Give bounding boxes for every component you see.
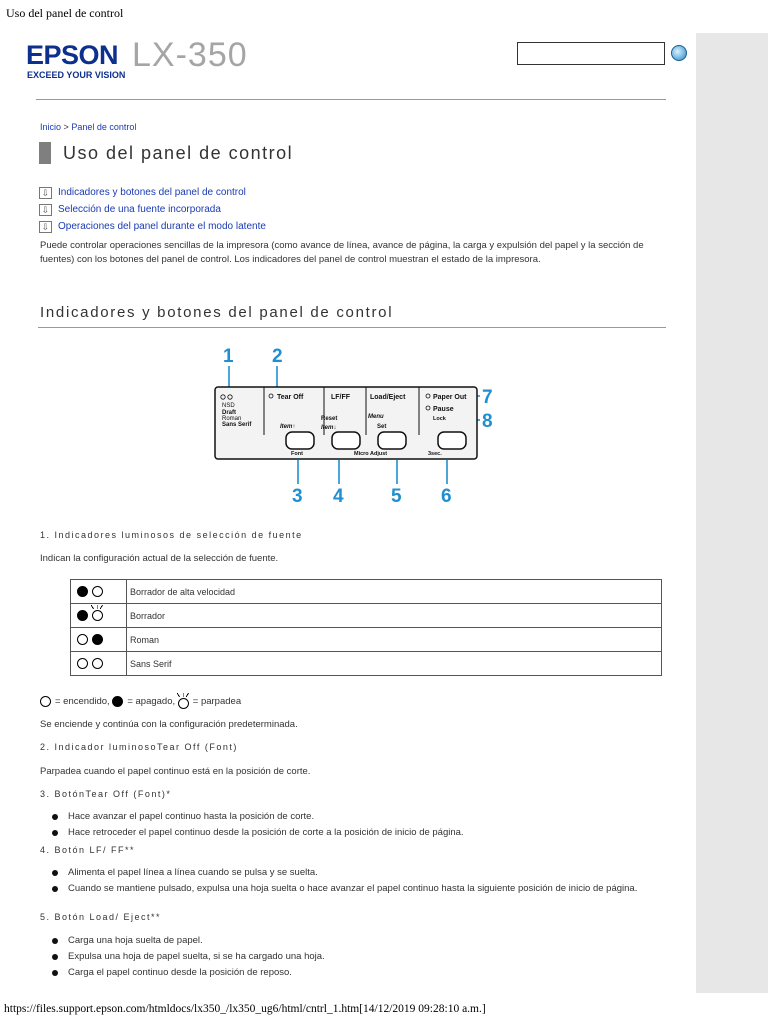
font-label-cell: Borrador [127, 604, 662, 628]
toc-link-sleep-mode[interactable]: Operaciones del panel durante el modo latente [58, 221, 266, 232]
page-title: Uso del panel de control [63, 143, 294, 163]
font-led-nsd: NSD [222, 403, 235, 409]
led-blink-icon [92, 610, 103, 621]
label-lf-ff: LF/FF [331, 394, 351, 401]
led-on-icon [77, 634, 88, 645]
table-row [71, 628, 662, 652]
label-micro-adjust: Micro Adjust [354, 451, 388, 457]
toc-item[interactable] [39, 218, 266, 235]
list-item [52, 966, 642, 979]
bullet-icon [52, 970, 58, 976]
label-paper-out: Paper Out [433, 394, 467, 401]
legend-blink-label: = parpadea [192, 695, 242, 707]
label-item-up: Item↑ [280, 424, 296, 430]
breadcrumb-current-link[interactable]: Panel de control [71, 122, 137, 132]
search-input[interactable] [517, 42, 665, 65]
table-row [71, 652, 662, 676]
font-label-cell: Sans Serif [127, 652, 662, 676]
callout-4: 4 [333, 486, 344, 507]
item5-list [52, 934, 642, 982]
label-lock: Lock [433, 416, 446, 422]
callout-6: 6 [441, 486, 452, 507]
list-item-text: Hace avanzar el papel continuo hasta la posición de corte. [68, 811, 315, 822]
print-header: Uso del panel de control [6, 6, 124, 20]
list-item [52, 866, 642, 879]
brand-tagline: EXCEED YOUR VISION [27, 70, 126, 80]
toc-link-indicators[interactable]: Indicadores y botones del panel de control [58, 187, 246, 198]
pause-button [438, 432, 466, 449]
bullet-icon [52, 954, 58, 960]
table-row [71, 604, 662, 628]
section-heading: Indicadores y botones del panel de control [40, 304, 394, 321]
down-arrow-icon: ⇩ [39, 221, 52, 233]
list-item [52, 950, 642, 963]
led-legend [40, 693, 241, 709]
led-off-icon [92, 634, 103, 645]
print-footer-url: https://files.support.epson.com/htmldocs/lx350_/lx350_ug6/html/cntrl_1.htm[14/12/2019 09:28:10 a.m.] [4, 1003, 486, 1015]
item2-title: 2. Indicador luminosoTear Off (Font) [40, 742, 238, 752]
list-item [52, 826, 642, 839]
led-on-icon [40, 696, 51, 707]
list-item-text: Hace retroceder el papel continuo desde la posición de corte a la posición de inicio de página. [68, 827, 464, 838]
led-off-icon [77, 586, 88, 597]
callout-1: 1 [223, 346, 234, 367]
down-arrow-icon: ⇩ [39, 187, 52, 199]
label-load-eject: Load/Eject [370, 394, 406, 401]
item1-desc: Indican la configuración actual de la selección de fuente. [40, 553, 279, 564]
item5-title: 5. Botón Load/ Eject** [40, 912, 162, 922]
label-pause: Pause [433, 406, 454, 413]
label-menu: Menu [368, 414, 384, 420]
breadcrumb [40, 122, 136, 132]
label-set: Set [377, 424, 387, 430]
indicator-cell [71, 652, 127, 676]
led-blink-icon [178, 698, 189, 709]
indicator-cell [71, 580, 127, 604]
callout-7: 7 [482, 387, 493, 408]
title-accent-bar [39, 142, 51, 164]
product-model: LX-350 [132, 36, 248, 74]
item2-desc: Parpadea cuando el papel continuo está en la posición de corte. [40, 766, 311, 777]
font-led-roman: Roman [222, 416, 242, 422]
font-label-cell: Borrador de alta velocidad [127, 580, 662, 604]
callout-5: 5 [391, 486, 402, 507]
list-item-text: Carga el papel continuo desde la posición de reposo. [68, 967, 292, 978]
item3-title: 3. BotónTear Off (Font)* [40, 789, 172, 799]
list-item-text: Expulsa una hoja de papel suelta, si se ha cargado una hoja. [68, 951, 325, 962]
header-divider [36, 99, 666, 100]
font-led-draft: Draft [222, 410, 237, 416]
bullet-icon [52, 830, 58, 836]
legend-on-label: = encendido, [55, 695, 110, 707]
toc-item[interactable] [39, 184, 266, 201]
list-item [52, 934, 642, 947]
font-indicator-table [70, 579, 662, 676]
section-divider [38, 327, 666, 328]
table-of-contents [39, 184, 266, 235]
tear-off-button [286, 432, 314, 449]
bullet-icon [52, 886, 58, 892]
label-font: Font [291, 451, 303, 457]
label-tear-off: Tear Off [277, 394, 304, 401]
callout-2: 2 [272, 346, 283, 367]
lf-ff-button [332, 432, 360, 449]
control-panel-diagram [200, 340, 500, 508]
label-item-down: Item↓ [321, 425, 337, 431]
list-item-text: Alimenta el papel línea a línea cuando se pulsa y se suelta. [68, 867, 318, 878]
item4-title: 4. Botón LF/ FF** [40, 845, 136, 855]
led-off-icon [77, 610, 88, 621]
callout-8: 8 [482, 411, 493, 432]
epson-logo[interactable]: EPSON [26, 40, 119, 70]
search-icon[interactable] [671, 45, 687, 61]
led-on-icon [92, 586, 103, 597]
indicator-cell [71, 628, 127, 652]
item4-list [52, 866, 642, 898]
down-arrow-icon: ⇩ [39, 204, 52, 216]
bullet-icon [52, 938, 58, 944]
callout-3: 3 [292, 486, 303, 507]
bullet-icon [52, 870, 58, 876]
label-3sec: 3sec. [428, 451, 442, 457]
font-label-cell: Roman [127, 628, 662, 652]
led-off-icon [112, 696, 123, 707]
item3-list [52, 810, 642, 842]
breadcrumb-home-link[interactable]: Inicio [40, 122, 62, 132]
toc-item[interactable] [39, 201, 266, 218]
list-item-text: Carga una hoja suelta de papel. [68, 935, 203, 946]
label-reset: Reset [321, 416, 338, 422]
led-on-icon [92, 658, 103, 669]
toc-link-font-selection[interactable]: Selección de una fuente incorporada [58, 204, 221, 215]
default-note: Se enciende y continúa con la configuración predeterminada. [40, 719, 298, 730]
legend-off-label: = apagado, [127, 695, 176, 707]
indicator-cell [71, 604, 127, 628]
right-sidebar [696, 33, 768, 993]
font-led-sans-serif: Sans Serif [222, 422, 252, 428]
table-row [71, 580, 662, 604]
load-eject-button [378, 432, 406, 449]
bullet-icon [52, 814, 58, 820]
list-item-text: Cuando se mantiene pulsado, expulsa una hoja suelta o hace avanzar el papel continuo hasta la siguiente posición de inicio de página. [68, 883, 638, 894]
list-item [52, 810, 642, 823]
led-on-icon [77, 658, 88, 669]
breadcrumb-separator: > [63, 122, 69, 132]
item1-title: 1. Indicadores luminosos de selección de fuente [40, 530, 303, 540]
intro-paragraph: Puede controlar operaciones sencillas de la impresora (como avance de línea, avance de página, la carga y expulsión del papel y la sección de fuentes) con los botones del panel de control. Los indicadores del panel de control muestran el estado de la impresora. [40, 240, 644, 265]
list-item [52, 882, 642, 895]
